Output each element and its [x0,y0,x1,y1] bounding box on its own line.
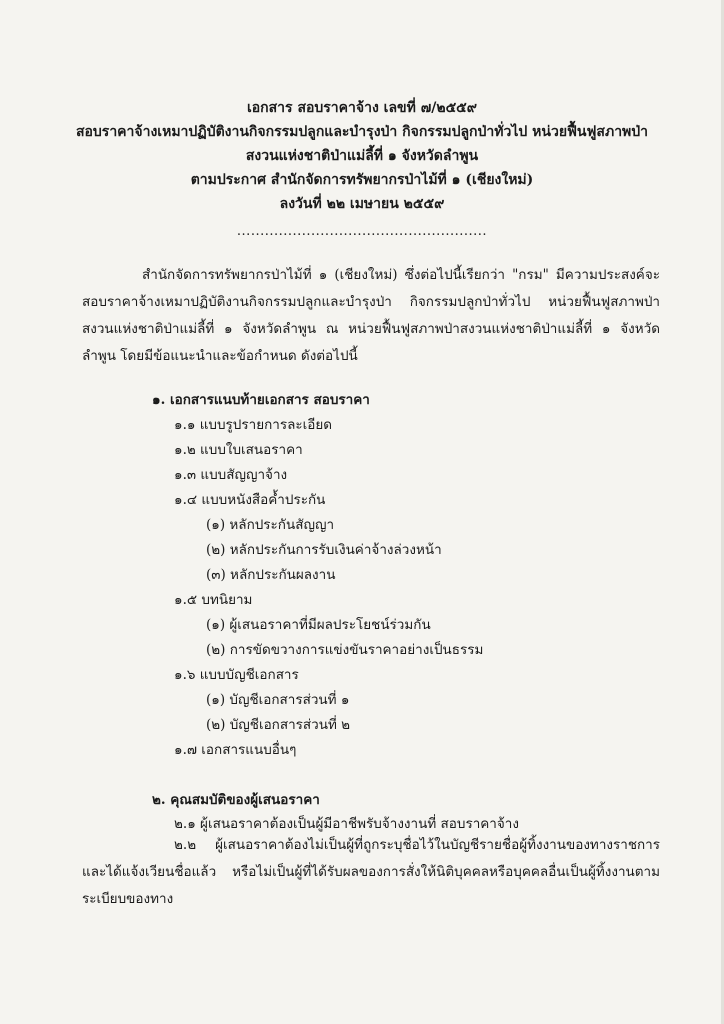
header-date: ลงวันที่ ๒๒ เมษายน ๒๕๕๙ [279,196,445,212]
list-subitem: (๓) หลักประกันผลงาน [206,567,336,583]
list-item: ๑.๓ แบบสัญญาจ้าง [174,467,288,483]
list-item: ๑.๕ บทนิยาม [174,592,253,608]
section-2-title: ๒. คุณสมบัติของผู้เสนอราคา [152,792,320,808]
header-doc-number: เอกสาร สอบราคาจ้าง เลขที่ ๗/๒๕๕๙ [246,100,478,116]
list-subitem: (๒) บัญชีเอกสารส่วนที่ ๒ [206,717,351,733]
section-1-title: ๑. เอกสารแนบท้ายเอกสาร สอบราคา [152,392,370,408]
list-subitem: (๑) ผู้เสนอราคาที่มีผลประโยชน์ร่วมกัน [206,617,431,633]
separator-dots: ...................................................... [236,224,488,239]
document-header [0,96,724,216]
list-subitem: (๑) หลักประกันสัญญา [206,517,335,533]
section-2-item-1: ๒.๑ ผู้เสนอราคาต้องเป็นผู้มีอาชีพรับจ้างงานที่ สอบราคาจ้าง [174,816,519,832]
list-item: ๑.๔ แบบหนังสือค้ำประกัน [174,492,326,508]
intro-paragraph [82,262,660,370]
header-announcement: ตามประกาศ สำนักจัดการทรัพยากรป่าไม้ที่ ๑ (เชียงใหม่) [190,172,534,188]
list-subitem: (๒) การขัดขวางการแข่งขันราคาอย่างเป็นธรรม [206,642,484,658]
intro-text: สำนักจัดการทรัพยากรป่าไม้ที่ ๑ (เชียงใหม่) ซึ่งต่อไปนี้เรียกว่า "กรม" มีความประสงค์จะ สอบราคาจ้างเหมาปฏิบัติงานกิจกรรมปลูกและบำรุงป่า กิจกรรมปลูกป่าทั่วไป หน่วยฟื้นฟูสภาพป่าสงวนแห่งชาติป่าแม่ลี้ที่ ๑ จังหวัดลำพูน ณ หน่วยฟื้นฟูสภาพป่าสงวนแห่งชาติป่าแม่ลี้ที่ ๑ จังหวัดลำพูน โดยมีข้อแนะนำและข้อกำหนด ดังต่อไปนี้ [82,267,660,364]
list-subitem: (๑) บัญชีเอกสารส่วนที่ ๑ [206,692,350,708]
header-subject-line1: สอบราคาจ้างเหมาปฏิบัติงานกิจกรรมปลูกและบำรุงป่า กิจกรรมปลูกป่าทั่วไป หน่วยฟื้นฟูสภาพป่า [75,124,649,140]
list-item: ๑.๑ แบบรูปรายการละเอียด [174,417,333,433]
list-subitem: (๒) หลักประกันการรับเงินค่าจ้างล่วงหน้า [206,542,442,558]
list-item: ๑.๖ แบบบัญชีเอกสาร [174,667,299,683]
list-item: ๑.๗ เอกสารแนบอื่นๆ [174,742,297,758]
section-2-item-2 [82,832,660,913]
list-item: ๑.๒ แบบใบเสนอราคา [174,442,303,458]
section-2-item-2-text: ๒.๒ ผู้เสนอราคาต้องไม่เป็นผู้ที่ถูกระบุชื่อไว้ในบัญชีรายชื่อผู้ทิ้งงานของทางราชการและได้แจ้งเวียนชื่อแล้ว หรือไม่เป็นผู้ที่ได้รับผลของการสั่งให้นิติบุคคลหรือบุคคลอื่นเป็นผู้ทิ้งงานตามระเบียบของทาง [82,837,660,907]
header-subject-line2: สงวนแห่งชาติป่าแม่ลี้ที่ ๑ จังหวัดลำพูน [245,148,479,164]
